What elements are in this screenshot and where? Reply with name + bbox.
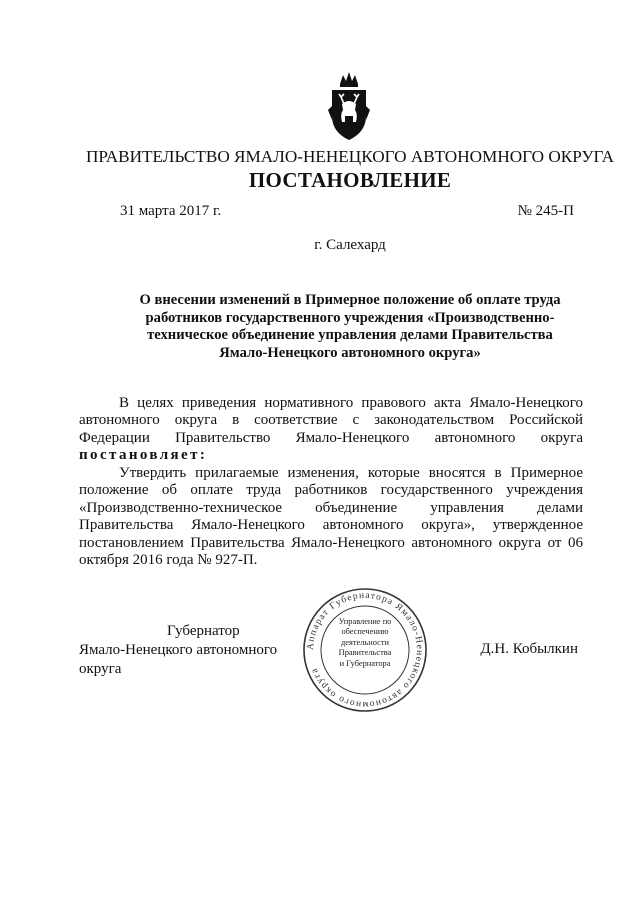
resolves-word: постановляет: [79, 447, 208, 464]
stamp-line: Правительства [338, 648, 392, 658]
heading-line: техническое объединение управления делами Правительства [147, 327, 553, 344]
heading-line: Ямало-Ненецкого автономного округа» [219, 344, 481, 361]
document-heading [100, 292, 600, 362]
stamp-inner-text [330, 617, 400, 669]
signatory-position: Губернатор [167, 623, 240, 639]
document-date: 31 марта 2017 г. [120, 203, 222, 219]
stamp-line: деятельности [341, 637, 389, 647]
signatory-title [79, 622, 319, 679]
document-city: г. Салехард [314, 237, 386, 253]
decision-paragraph: Утвердить прилагаемые изменения, которые вносятся в Примерное положение об оплате труда работников государственного учреждения «Производственно-техническое объединение управления делами Правительства Ямало-Ненецкого автономного округа», утвержденное постановлением Правительства Ямало-Ненецкого автономного округа от 06 октября 2016 года № 927-П. [79, 465, 583, 569]
heading-line: работников государственного учреждения «Производственно- [145, 309, 555, 326]
government-title: ПРАВИТЕЛЬСТВО ЯМАЛО-НЕНЕЦКОГО АВТОНОМНОГО ОКРУГА [85, 147, 615, 166]
stamp-line: обеспечению [341, 627, 389, 637]
signatory-region: Ямало-Ненецкого автономного округа [79, 642, 278, 677]
coat-of-arms-icon [328, 70, 370, 144]
stamp-line: Управление по [338, 617, 392, 626]
preamble-text: В целях приведения нормативного правового акта Ямало-Ненецкого автономного округа в соответствие с законодательством Российской Федерации Правительство Ямало-Ненецкого автономного округа [79, 395, 583, 446]
heading-line: О внесении изменений в Примерное положение об оплате труда [139, 292, 561, 308]
signatory-name: Д.Н. Кобылкин [480, 641, 578, 657]
document-number: № 245-П [517, 203, 574, 219]
preamble-paragraph [79, 395, 583, 465]
stamp-line: и Губернатора [339, 658, 391, 668]
document-type: ПОСТАНОВЛЕНИЕ [248, 168, 452, 192]
stamp-ring-text: Аппарат Губернатора Ямало-Ненецкого автономного округа [305, 590, 425, 710]
